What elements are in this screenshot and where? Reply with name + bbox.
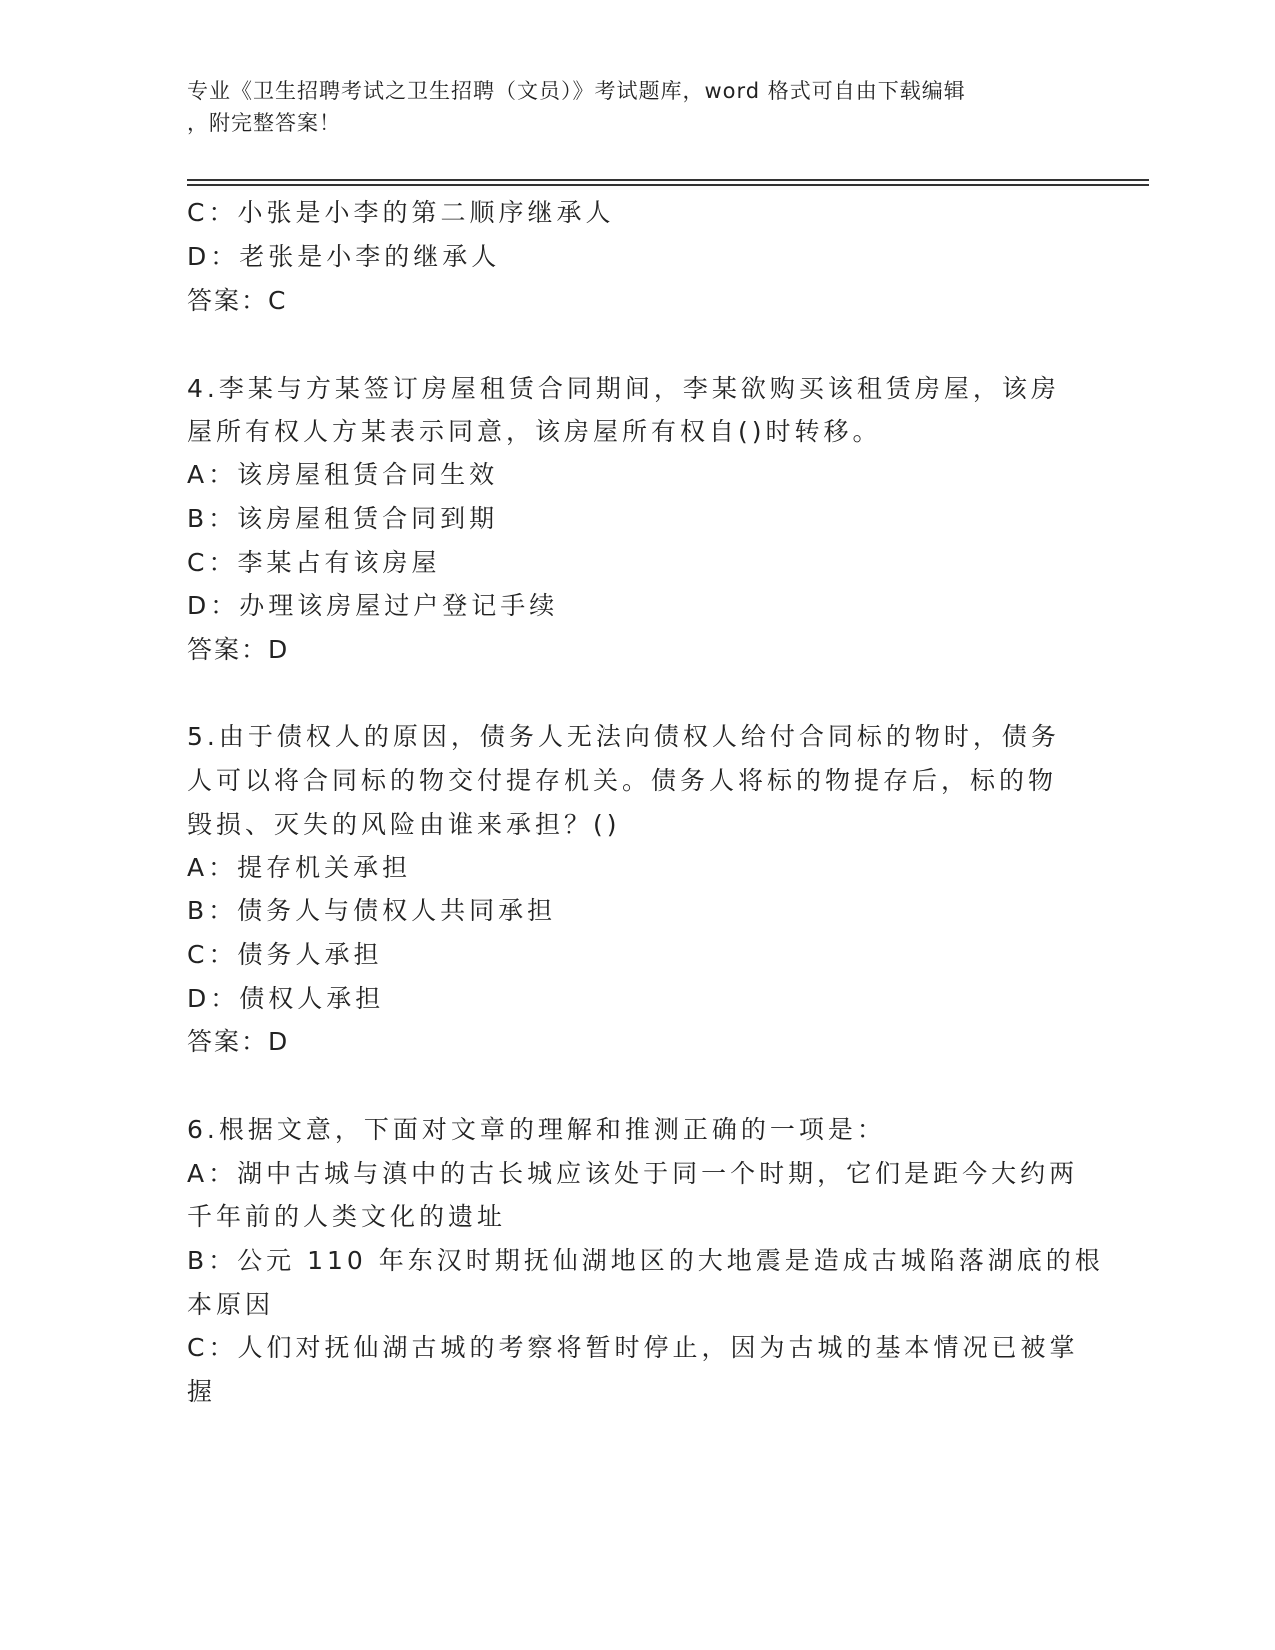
header-title-line1: 专业《卫生招聘考试之卫生招聘（文员）》考试题库，word 格式可自由下载编辑 <box>187 79 966 103</box>
q3-option-c: C：小张是小李的第二顺序继承人 <box>187 198 615 227</box>
q4-stem-line2: 屋所有权人方某表示同意，该房屋所有权自()时转移。 <box>187 417 882 446</box>
header-divider-top <box>187 179 1149 181</box>
q5-option-b: B：债务人与债权人共同承担 <box>187 896 557 925</box>
q5-option-c: C：债务人承担 <box>187 940 383 969</box>
q4-stem-line1: 4.李某与方某签订房屋租赁合同期间，李某欲购买该租赁房屋，该房 <box>187 374 1060 403</box>
document-header <box>187 75 1087 139</box>
q6-option-b-line2: 本原因 <box>187 1290 275 1319</box>
q6-option-c-line1: C：人们对抚仙湖古城的考察将暂时停止，因为古城的基本情况已被掌 <box>187 1333 1079 1362</box>
q4-option-d: D：办理该房屋过户登记手续 <box>187 591 559 620</box>
q4-answer: 答案：D <box>187 635 290 664</box>
q6-option-b-line1: B：公元 110 年东汉时期抚仙湖地区的大地震是造成古城陷落湖底的根 <box>187 1246 1104 1275</box>
q5-stem-line3: 毁损、灭失的风险由谁来承担？() <box>187 810 621 839</box>
q6-option-c-line2: 握 <box>187 1377 217 1406</box>
q6-stem: 6.根据文意，下面对文章的理解和推测正确的一项是： <box>187 1115 886 1144</box>
q5-answer: 答案：D <box>187 1027 290 1056</box>
q3-answer: 答案：C <box>187 286 288 315</box>
q6-option-a-line2: 千年前的人类文化的遗址 <box>187 1202 507 1231</box>
q3-option-d: D：老张是小李的继承人 <box>187 242 501 271</box>
q5-stem-line2: 人可以将合同标的物交付提存机关。债务人将标的物提存后，标的物 <box>187 766 1058 795</box>
q5-option-d: D：债权人承担 <box>187 984 385 1013</box>
q5-stem-line1: 5.由于债权人的原因，债务人无法向债权人给付合同标的物时，债务 <box>187 722 1060 751</box>
q6-option-a-line1: A：湖中古城与滇中的古长城应该处于同一个时期，它们是距今大约两 <box>187 1159 1079 1188</box>
header-title-line2: ，附完整答案！ <box>187 111 341 135</box>
q4-option-b: B：该房屋租赁合同到期 <box>187 504 499 533</box>
q4-option-c: C：李某占有该房屋 <box>187 548 441 577</box>
q5-option-a: A：提存机关承担 <box>187 853 412 882</box>
header-divider-bottom <box>187 184 1149 186</box>
q4-option-a: A：该房屋租赁合同生效 <box>187 460 499 489</box>
